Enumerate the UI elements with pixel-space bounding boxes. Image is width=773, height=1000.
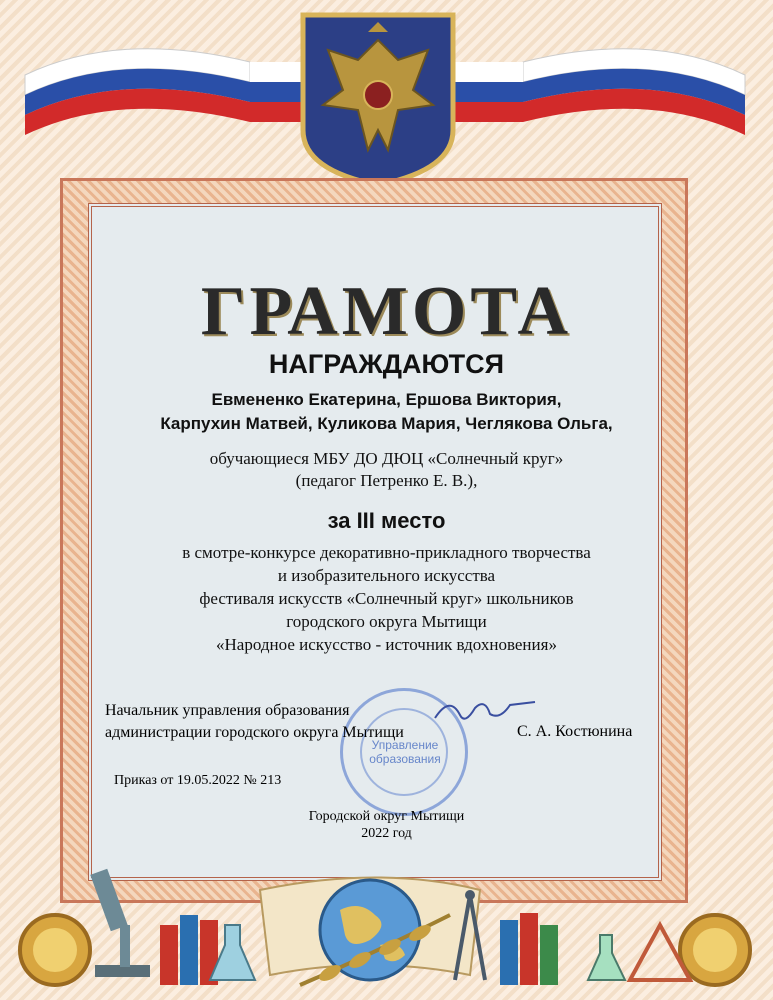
students-line: обучающиеся МБУ ДО ДЮЦ «Солнечный круг» [209,449,564,468]
year-line: 2022 год [361,826,412,841]
medal-icon [20,915,90,985]
microscope-icon [90,869,150,977]
signer-title-line-2: администрации городского округа Мытищи [105,724,404,741]
description-line-1: в смотре-конкурсе декоративно-прикладного творчества [182,543,591,562]
teacher-line: (педагог Петренко Е. В.), [295,471,478,490]
bottom-decorations [0,855,773,1000]
recipient-names-line-1: Евмененко Екатерина, Ершова Виктория, [211,390,562,409]
coat-of-arms-icon [298,10,458,190]
certificate-title: ГРАМОТА [200,273,573,350]
description-line-5: «Народное искусство - источник вдохновения» [216,635,557,654]
globe-icon [320,880,420,980]
description-line-4: городского округа Мытищи [286,612,487,631]
signer-title [105,700,404,744]
city-line: Городской округ Мытищи [308,809,465,824]
signer-title-line-1: Начальник управления образования [105,702,350,719]
recipient-names-line-2: Карпухин Матвей, Куликова Мария, Чеглякова Ольга, [160,414,613,433]
signer-name: С. А. Костюнина [517,723,633,740]
description-line-3: фестиваля искусств «Солнечный круг» школьников [199,589,574,608]
order-reference: Приказ от 19.05.2022 № 213 [114,773,282,788]
description-line-2: и изобразительного искусства [277,566,496,585]
award-place: за III место [327,508,446,533]
awarded-heading: НАГРАЖДАЮТСЯ [268,349,505,379]
medal-icon [680,915,750,985]
stamp-text-line-1: Управление [371,738,439,752]
stamp-text-line-2: образования [369,752,441,766]
